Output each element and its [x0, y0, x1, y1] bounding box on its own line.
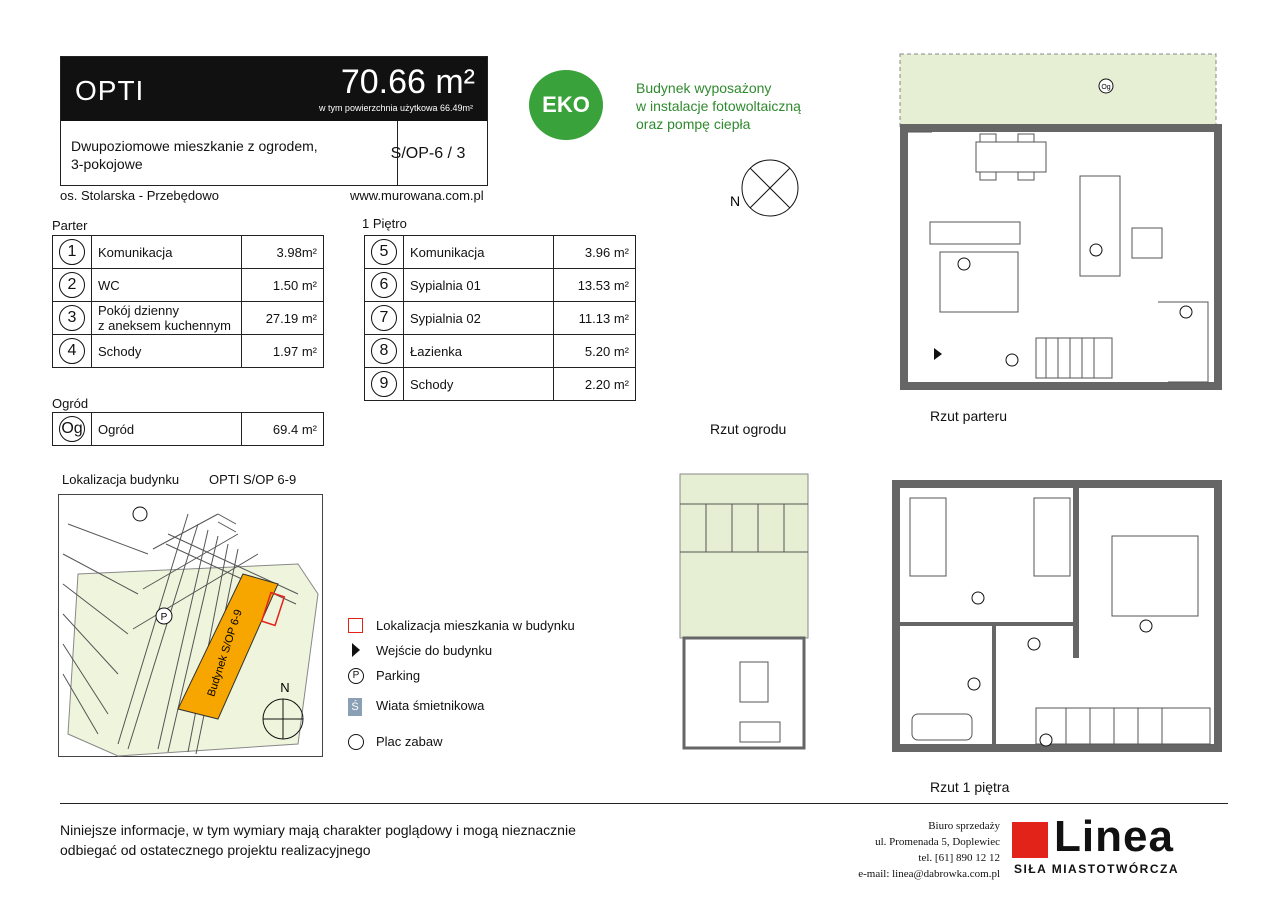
- room-number-cell: [53, 269, 92, 302]
- eko-line: oraz pompę ciepła: [636, 116, 751, 132]
- eko-description: [636, 79, 801, 133]
- apartment-code: S/OP-6 / 3: [390, 145, 466, 162]
- ground-floor-plan: [868, 52, 1224, 400]
- building-label: Budynek S/OP 6-9: [205, 607, 245, 699]
- room-row: [365, 269, 636, 302]
- ground-plan-label: Rzut parteru: [930, 408, 1008, 424]
- room-number: 8: [371, 338, 397, 364]
- location-title: Lokalizacja budynku: [62, 472, 180, 487]
- room-name: Schody: [92, 335, 242, 368]
- apartment-name: OPTI: [75, 75, 145, 106]
- room-number-cell: [53, 335, 92, 368]
- room-name: WC: [92, 269, 242, 302]
- room-name: Komunikacja: [404, 236, 554, 269]
- room-row: [365, 302, 636, 335]
- room-row: [53, 269, 324, 302]
- ogrod-label: Ogród: [52, 396, 89, 411]
- room-area: 69.4 m²: [242, 413, 324, 446]
- compass-north-label: N: [730, 193, 741, 209]
- og-tag: Og: [1101, 84, 1111, 91]
- ogrod-room-table: [52, 412, 324, 446]
- room-name: Sypialnia 01: [404, 269, 554, 302]
- room-area: 5.20 m²: [554, 335, 636, 368]
- eko-badge: EKO: [529, 70, 603, 140]
- room-row: [365, 236, 636, 269]
- room-area: 3.96 m²: [554, 236, 636, 269]
- office-email[interactable]: e-mail: linea@dabrowka.com.pl: [858, 868, 1000, 880]
- disclaimer-line: odbiegać od ostatecznego projektu realizacyjnego: [60, 842, 371, 858]
- room-row: [53, 302, 324, 335]
- eko-line: w instalacje fotowoltaiczną: [636, 98, 801, 114]
- room-row: [53, 236, 324, 269]
- room-number-cell: [365, 302, 404, 335]
- eko-line: Budynek wyposażony: [636, 80, 772, 96]
- room-number-cell: [365, 236, 404, 269]
- garden-plan: [676, 472, 812, 756]
- room-number: 2: [59, 272, 85, 298]
- parter-room-table: [52, 235, 324, 368]
- room-number-cell: [53, 413, 92, 446]
- room-number: 3: [59, 305, 85, 331]
- usable-area: w tym powierzchnia użytkowa 66.49m²: [318, 103, 473, 113]
- north-label: N: [280, 680, 290, 695]
- logo-wordmark: Linea: [1054, 812, 1174, 861]
- pietro-room-table: [364, 235, 636, 401]
- website-link[interactable]: www.murowana.com.pl: [350, 188, 484, 203]
- site-map: [58, 494, 326, 760]
- room-number: 5: [371, 239, 397, 265]
- room-area: 13.53 m²: [554, 269, 636, 302]
- room-number: 7: [371, 305, 397, 331]
- room-name: Łazienka: [404, 335, 554, 368]
- disclaimer: [60, 820, 576, 860]
- office-phone: tel. [61] 890 12 12: [918, 852, 1000, 864]
- room-name: Pokój dzienny z aneksem kuchennym: [92, 302, 242, 335]
- description-line: 3-pokojowe: [71, 156, 143, 172]
- room-name: Schody: [404, 368, 554, 401]
- compass-icon: [720, 158, 804, 220]
- header-title-bar: [61, 57, 487, 121]
- room-row: [365, 335, 636, 368]
- first-floor-plan-label: Rzut 1 piętra: [930, 779, 1010, 795]
- room-number-cell: [53, 302, 92, 335]
- red-outline-icon: [348, 618, 363, 633]
- room-row: [53, 335, 324, 368]
- legend-text: Plac zabaw: [376, 734, 443, 749]
- room-name: Komunikacja: [92, 236, 242, 269]
- parking-icon: P: [348, 668, 364, 684]
- room-area: 1.50 m²: [242, 269, 324, 302]
- room-number-cell: [53, 236, 92, 269]
- garden-plan-label: Rzut ogrodu: [710, 421, 787, 437]
- room-number: 1: [59, 239, 85, 265]
- office-title: Biuro sprzedaży: [928, 820, 1000, 832]
- apartment-area: 70.66 m²: [340, 63, 475, 101]
- room-number: 6: [371, 272, 397, 298]
- sales-office: [800, 818, 1000, 882]
- office-address: ul. Promenada 5, Doplewiec: [875, 836, 1000, 848]
- legend-text: Lokalizacja mieszkania w budynku: [376, 618, 575, 633]
- parter-label: Parter: [52, 218, 88, 233]
- room-area: 3.98m²: [242, 236, 324, 269]
- room-number-cell: [365, 368, 404, 401]
- playground-icon: [133, 507, 147, 521]
- footer-divider: [60, 803, 1228, 804]
- room-number: 4: [59, 338, 85, 364]
- room-number-cell: [365, 335, 404, 368]
- room-number-cell: [365, 269, 404, 302]
- apartment-header: [60, 56, 488, 186]
- logo-red-square: [1012, 822, 1048, 858]
- first-floor-plan: [890, 478, 1224, 754]
- apartment-description: [71, 137, 318, 173]
- linea-logo: [1012, 812, 1228, 878]
- description-line: Dwupoziomowe mieszkanie z ogrodem,: [71, 138, 318, 154]
- room-row: [365, 368, 636, 401]
- room-area: 1.97 m²: [242, 335, 324, 368]
- playground-icon: [348, 734, 364, 750]
- room-area: 27.19 m²: [242, 302, 324, 335]
- pietro-label: 1 Piętro: [362, 216, 407, 231]
- waste-shelter-icon: Ś: [348, 698, 362, 716]
- estate-name: os. Stolarska - Przebędowo: [60, 188, 219, 203]
- logo-tagline: SIŁA MIASTOTWÓRCZA: [1014, 862, 1179, 876]
- room-row: [53, 413, 324, 446]
- room-number: Og: [59, 416, 85, 442]
- room-area: 2.20 m²: [554, 368, 636, 401]
- parking-glyph: P: [160, 612, 168, 623]
- disclaimer-line: Niniejsze informacje, w tym wymiary mają charakter poglądowy i mogą nieznacznie: [60, 822, 576, 838]
- legend-text: Parking: [376, 668, 421, 683]
- room-number: 9: [371, 371, 397, 397]
- entrance-arrow-icon: [352, 643, 360, 657]
- location-building: OPTI S/OP 6-9: [209, 472, 297, 487]
- legend-text: Wiata śmietnikowa: [376, 698, 485, 713]
- room-name: Sypialnia 02: [404, 302, 554, 335]
- room-area: 11.13 m²: [554, 302, 636, 335]
- room-name: Ogród: [92, 413, 242, 446]
- garden-strip: [900, 54, 1216, 128]
- legend-text: Wejście do budynku: [376, 643, 493, 658]
